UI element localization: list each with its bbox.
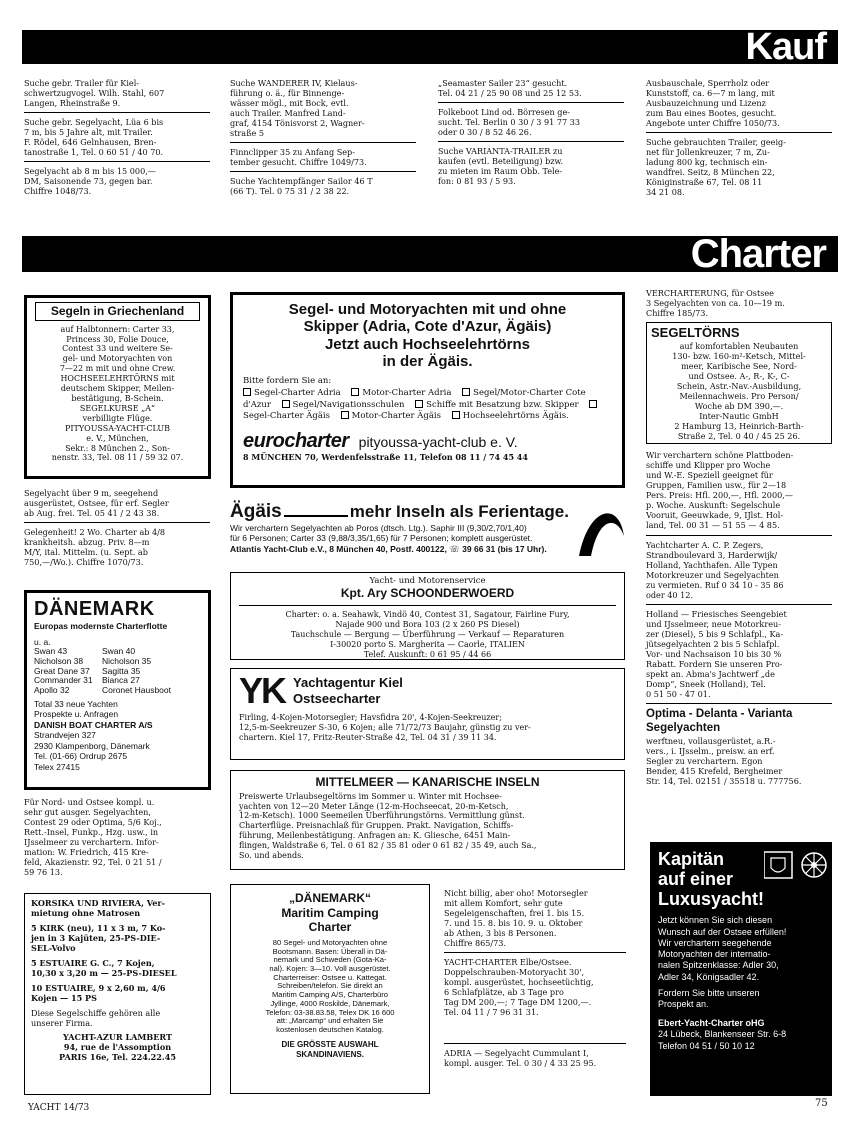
yk-ad [230, 668, 625, 760]
ad-title: Luxusyacht! [658, 888, 765, 909]
korsika-ad [24, 893, 211, 1095]
boat-name: Commander 31 [34, 675, 93, 686]
boat-list [34, 647, 201, 696]
ad-headline: Segel- und Motoryachten mit und ohne Skipper (Adria, Cote d'Azur, Ägäis) Jetzt auch Hochseelehrtörns in der Ägäis. [288, 301, 567, 370]
ad-title: auf einer [658, 868, 734, 889]
kauf-ad: Suche WANDERER IV, Kielaus- führung o. ä., für Binnenge- wässer mögl., mit Bock, evtl. auch Trailer. Manfred Land- graf, 4154 Tönisvorst 2, Wagner- straße 5 [230, 78, 365, 139]
kauf-ad: Suche VARIANTA-TRAILER zu kaufen (evtl. Beteiligung) bzw. zu mieten im Raum Obb. Tele- fon: 0 81 93 / 5 93. [438, 146, 564, 187]
ad-title: Maritim Camping [281, 905, 379, 920]
ad-subtitle: Europas modernste Charterflotte [34, 621, 168, 632]
ad-signature: YACHT-AZUR LAMBERT 94, rue de l'Assomption PARIS 16e, Tel. 224.22.45 [58, 1032, 176, 1063]
ad-title: „DÄNEMARK“ [289, 891, 371, 905]
ad-body: 80 Segel- und Motoryachten ohne Bootsmann. Basen: Überall in Dä- nemark und Schweden (Gota-Ka- nal). Kojen: 3—10. Voll ausgerüstet. Charterreiser: Ostsee u. Kattegat. Schreiben/telefon. Sie direkt an Maritim Camping A/S, Charterbüro Jyllinge, 4000 Roskilde, Dänemark, Telefon: 03-38.83.58, Telex DK 16 600 att: „Marcamp“ und erhalten Sie kostenlosen deutschen Katalog. [265, 937, 395, 1035]
boat-name: Nicholson 35 [102, 655, 152, 666]
boat-name: Swan 43 [34, 646, 68, 657]
kauf-heading: Kauf [745, 26, 826, 68]
charter-ad: YACHT-CHARTER Elbe/Ostsee. Doppelschrauben-Motoryacht 30', kompl. ausgerüstet, hochseetüchtig, 6 Schlafplätze, ab 3 Tage pro Tag DM 200,—; 7 Tage DM 1200,—. Tel. 04 11 / 7 96 31 31. [444, 957, 594, 1018]
checkbox-icon[interactable] [243, 388, 251, 396]
boat-row [34, 686, 201, 696]
address: 8 MÜNCHEN 70, Werdenfelsstraße 11, Telefon 08 11 / 74 45 44 [243, 452, 528, 463]
charter-ad: VERCHARTERUNG, für Ostsee 3 Segelyachten von ca. 10—19 m. Chiffre 185/73. [646, 288, 785, 319]
checkbox-label: Segel-Charter Adria [254, 388, 341, 399]
checkbox-option[interactable] [243, 388, 341, 398]
charter-ad: ADRIA — Segelyacht Cummulant I, kompl. ausger. Tel. 0 30 / 4 33 25 95. [444, 1048, 597, 1069]
ad-text: Diese Segelschiffe gehören alle unserer Firma. [31, 1008, 161, 1029]
segeln-griechenland-ad [24, 295, 211, 479]
kauf-ad: Suche gebr. Segelyacht, Lüa 6 bis 7 m, bis 5 Jahre alt, mit Trailer. F. Rödel, 646 Gelnhausen, Bren- tanostraße 1, Tel. 0 60 51 / 40 70. [24, 117, 164, 158]
checkbox-label: Motor-Charter Ägäis [351, 411, 442, 422]
checkbox-label: Segel/Motor-Charter Cote d'Azur [243, 388, 586, 410]
boat-name: Apollo 32 [34, 685, 70, 696]
divider [444, 1043, 626, 1044]
checkbox-icon[interactable] [351, 388, 359, 396]
ad-item: 5 ESTUAIRE G. C., 7 Kojen, 10,30 x 3,20 m — 25-PS-DIESEL [31, 958, 177, 979]
wave-logo-icon [569, 496, 625, 566]
ad-footer: DIE GRÖSSTE AUSWAHL SKANDINAVIENS. [281, 1039, 379, 1059]
charter-ad: Nicht billig, aber oho! Motorsegler mit allem Komfort, sehr gute Segeleigenschaften, frei 1. bis 15. 7. und 15. 8. bis 10. 9. u. Oktober ab Athen, 3 bis 8 Personen. Chiffre 865/73. [444, 888, 588, 949]
ad-title: SEGELTÖRNS [651, 325, 740, 341]
ad-title: Segeln in Griechenland [35, 302, 200, 321]
boat-name: Coronet Hausboot [102, 685, 171, 696]
charter-ad: Yachtcharter A. C. P. Zegers, Strandboulevard 3, Harderwijk/ Holland, Yachthafen. Alle Typen Motorkreuzer und Segelyachten zu vermieten. Ruf 0 34 10 - 35 86 oder 40 12. [646, 539, 784, 600]
checkbox-option[interactable] [351, 388, 451, 398]
ad-item: 10 ESTUAIRE, 9 x 2,60 m, 4/6 Kojen — 15 PS [31, 983, 166, 1004]
aegais-ad [230, 500, 625, 562]
charter-heading: Charter [690, 232, 826, 276]
kauf-column-3 [438, 78, 624, 186]
divider [284, 515, 348, 517]
divider [438, 141, 624, 142]
kauf-ad: Segelyacht ab 8 m bis 15 000,— DM, Saisonende 73, gegen bar. Chiffre 1048/73. [24, 166, 156, 197]
divider [24, 161, 210, 162]
ad-body: auf Halbtonnern: Carter 33, Princess 30, Folie Douce, Contest 33 und weitere Se- gel- und Motoryachten von 7—22 m mit und ohne Crew. HOCHSEELEHRTÖRNS mit deutschem Skipper, Meilen- bestätigung, B-Schein. SEGELKURSE „A“ verbilligte Flüge. PITYOUSSA-YACHT-CLUB e. V., München, Sekr.: 8 München 2., Son- nenstr. 33, Tel. 08 11 / 59 32 07. [51, 324, 184, 463]
club-name: pityoussa-yacht-club e. V. [358, 433, 518, 450]
ad-text: Bitte fordern Sie an: [243, 376, 332, 386]
ad-item: 5 KIRK (neu), 11 x 3 m, 7 Ko- jen in 3 Kajüten, 25-PS-DIE- SEL-Volvo [31, 923, 166, 954]
checkbox-icon[interactable] [341, 411, 349, 419]
checkbox-option[interactable] [282, 400, 405, 410]
divider [646, 703, 832, 704]
ad-footer: Atlantis Yacht-Club e.V., 8 München 40, Postf. 400122, ☏ 39 66 31 (bis 17 Uhr). [230, 543, 547, 554]
ad-text: u. a. [34, 636, 51, 647]
kauf-ad: Suche Yachtempfänger Sailor 46 T (66 T). Tel. 0 75 31 / 2 38 22. [230, 176, 373, 197]
kauf-column-4 [646, 78, 832, 197]
divider [444, 952, 626, 953]
segeltoerns-ad [646, 322, 832, 444]
right-column [646, 288, 832, 786]
boat-name: Nicholson 38 [34, 655, 84, 666]
boat-name: Sagitta 35 [102, 665, 141, 676]
checkbox-option[interactable] [341, 411, 441, 421]
checkbox-label: Schiffe mit Besatzung bzw. Skipper [426, 399, 579, 410]
ad-title: Charter [308, 920, 352, 935]
charter-ad: Holland — Friesisches Seengebiet und IJsselmeer, neue Motorkreu- zer (Diesel), 5 bis 9 Schlafpl., Ka- jütsegelyachten 2 bis 5 Schlafpl. Vor- und Nachsaison 10 bis 30 % Rabatt. Fordern Sie unseren Pro- spekt an. Abma's Jachtwerf „de Domp“, Sneek (Holland), Tel. 0 51 50 - 47 01. [646, 608, 787, 699]
mittelmeer-ad [230, 770, 625, 870]
ad-title: Yachtagentur Kiel [293, 675, 403, 691]
kauf-ad: Folkeboot Lind od. Börresen ge- sucht. Tel. Berlin 0 30 / 3 91 77 33 oder 0 30 / 8 52 46 26. [438, 107, 581, 138]
ad-title: MITTELMEER — KANARISCHE INSELN [315, 775, 540, 789]
ad-title: Kapitän [658, 849, 725, 869]
company-name: Ebert-Yacht-Charter oHG [658, 1018, 765, 1029]
kauf-ad: Suche gebrauchten Trailer, geeig- net für Jollenkreuzer, 7 m, Zu- ladung 800 kg, technisch ein- wandfrei. Seitz, 8 München 22, Königinstraße 67, Tel. 08 11 34 21 08. [646, 137, 786, 198]
divider [230, 171, 416, 172]
checkbox-icon[interactable] [415, 400, 423, 408]
ad-title: mehr Inseln als Ferientage. [349, 502, 569, 521]
divider [646, 132, 832, 133]
ad-title: Optima - Delanta - Varianta Segelyachten [646, 707, 793, 734]
charter-section-bar [22, 232, 838, 276]
checkbox-icon[interactable] [462, 388, 470, 396]
ad-text: Prospekte u. Anfragen [34, 709, 119, 720]
address: Strandvejen 327 2930 Klampenborg, Dänemark Tel. (01-66) Ordrup 2675 Telex 27415 [34, 730, 150, 772]
ad-text: Total 33 neue Yachten [34, 698, 118, 709]
divider [646, 535, 832, 536]
ad-subtitle: Ostseecharter [293, 691, 381, 706]
nord-ostsee-ad [24, 797, 210, 877]
ebert-yacht-ad [650, 842, 832, 1096]
ad-body: Charter: o. a. Seahawk, Vindö 40, Contest 31, Sagatour, Fairline Fury, Najade 900 und Bora 103 (2 x 260 PS Diesel) Tauchschule — Bergung — Überführung — Verkauf — Reparaturen I-30020 porto S. Margherita — Caorle, ITALIEN Telef. Auskunft: 0 61 95 / 44 66 [285, 609, 570, 659]
checkbox-icon[interactable] [282, 400, 290, 408]
checkbox-label: Motor-Charter Adria [362, 388, 452, 399]
checkbox-icon[interactable] [589, 400, 597, 408]
crest-icon [764, 850, 832, 880]
kauf-column-1 [24, 78, 210, 196]
checkbox-option[interactable] [452, 411, 569, 421]
ad-body: Preiswerte Urlaubsegeltörns im Sommer u. Winter mit Hochsee- yachten von 12—20 Meter Länge (12-m-Hochseecat, 20-m-Ketsch, 12-m-Ketsch). 1000 Seemeilen Überführungstörns. Vermittlung günst. Charterflüge. Preisnachlaß für Gruppen. Prakt. Navigation, Schiffs- führung, Meilenbestätigung. Anfragen an: K. Gliesche, 6451 Main- flingen, Waldstraße 6, Tel. 0 61 82 / 35 81 oder 0 61 82 / 35 49, auch Sa., So. und abends. [239, 791, 537, 861]
eurocharter-ad [230, 292, 625, 488]
ad-title: KORSIKA UND RIVIERA, Ver- mietung ohne Matrosen [31, 898, 166, 919]
divider [24, 522, 210, 523]
checkbox-option[interactable] [415, 400, 578, 410]
divider [646, 604, 832, 605]
maritim-camping-ad [230, 884, 430, 1094]
boat-name: Great Dane 37 [34, 665, 90, 676]
charter-ad: Segelyacht über 9 m, seegehend ausgerüstet, Ostsee, für erf. Segler ab Aug. frei. Tel. 05 41 / 2 43 38. [24, 488, 169, 519]
kauf-ad: Finnclipper 35 zu Anfang Sep- tember gesucht. Chiffre 1049/73. [230, 147, 367, 168]
schoonderwoerd-ad [230, 572, 625, 660]
charter-ad: Wir verchartern schöne Plattboden- schiffe und Klipper pro Woche und W.-E. Speziell geeignet für Gruppen, Familien usw., für 2—18 Pers. Preis: Hfl. 200,—, Hfl. 2000,— p. Woche. Auskunft: Segelschule Vooruit, Geeuwkade, 9, IJlst. Hol- land, Tel. 00 31 — 51 55 — 4 85. [646, 450, 794, 531]
divider [230, 142, 416, 143]
charter-ad: werftneu, vollausgerüstet, a.R.- vers., i. IJsselm., preisw. an erf. Segler zu verchartern. Egon Bender, 415 Krefeld, Bergheimer Str. 14, Tel. 02151 / 35518 u. 777756. [646, 735, 802, 786]
kauf-ad: „Seamaster Sailer 23“ gesucht. Tel. 04 21 / 25 90 08 und 25 12 53. [438, 78, 582, 99]
ad-title: DÄNEMARK [34, 598, 155, 620]
ad-title: Ägäis [230, 501, 282, 522]
ad-text: Fordern Sie bitte unseren Prospekt an. [658, 987, 760, 1010]
checkbox-icon[interactable] [452, 411, 460, 419]
ad-body: Jetzt können Sie sich diesen Wunsch auf der Ostsee erfüllen! Wir verchartern seegehende Motoryachten der internatio- nalen Spitzenklasse: Adler 30, Adler 34, Königsadler 42. [658, 915, 787, 982]
divider [24, 112, 210, 113]
footer-issue: YACHT 14/73 [28, 1103, 90, 1113]
ad-title: Kpt. Ary SCHOONDERWOERD [340, 586, 515, 601]
address: 24 Lübeck, Blankenseer Str. 6-8 Telefon 04 51 / 50 10 12 [658, 1029, 787, 1051]
boat-name: Bianca 27 [102, 675, 140, 686]
divider [438, 102, 624, 103]
kauf-column-2 [230, 78, 416, 196]
mid-small-ads [444, 888, 626, 1068]
ad-body: Firling, 4-Kojen-Motorsegler; Havsfidra 20', 4-Kojen-Seekreuzer; 12,5-m-Seekreuzer S-30, 6 Kojen; alle 71/72/73 Baujahr, günstig zu ver- chartern. Kiel 17, Fritz-Reuter-Straße 42, Tel. 04 31 / 39 11 34. [239, 713, 531, 742]
kauf-ad: Suche gebr. Trailer für Kiel- schwertzugvogel. Wilh. Stahl, 607 Langen, Rheinstraße 9. [24, 78, 165, 109]
checkbox-label: Segel/Navigationsschulen [292, 399, 405, 410]
ad-body: auf komfortablen Neubauten 130- bzw. 160-m²-Ketsch, Mittel- meer, Karibische See, Nord- und Ostsee. A-, R-, K-, C- Schein, Astr.-Nav.-Ausbildung, Meilennachweis. Pro Person/ Woche ab DM 390,—. Inter-Nautic GmbH 2 Hamburg 13, Heinrich-Barth- Straße 2, Tel. 0 40 / 45 25 26. [672, 340, 806, 442]
kauf-ad: Ausbauschale, Sperrholz oder Kunststoff, ca. 6—7 m lang, mit Ausbauzeichnung und Lizenz zum Bau eines Bootes, gesucht. Angebote unter Chiffre 1050/73. [646, 78, 780, 129]
daenemark-ad [24, 590, 211, 790]
ad-text: Yacht- und Motorenservice [369, 576, 486, 586]
checkbox-label: Segel-Charter Ägäis [243, 411, 330, 422]
yk-logo: YK [239, 670, 286, 711]
charter-ad: Für Nord- und Ostsee kompl. u. sehr gut ausger. Segelyachten, Contest 29 oder Optima, 5/6 Koj., Rett.-Insel, Funkp., Hzg. usw., in IJsselmeer zu verchartern. Infor- mation: W. Friedrich, 415 Kre- feld, Akazienstr. 92, Tel. 0 21 51 / 59 76 13. [24, 797, 162, 878]
kauf-section-bar [22, 26, 838, 68]
eurocharter-logo: eurocharter [243, 429, 349, 452]
checkbox-label: Hochseelehrtörns Ägäis. [462, 411, 569, 422]
company-name: DANISH BOAT CHARTER A/S [34, 719, 153, 730]
page-number: 75 [815, 1098, 828, 1109]
ad-body: Wir verchartern Segelyachten ab Poros (dtsch. Ltg.). Saphir III (9,30/2,70/1,40) für 6 Personen; Carter 33 (9,88/3,35/1,65) für 7 Personen; komplett ausgerüstet. [230, 523, 533, 544]
checkbox-options [243, 388, 612, 422]
boat-name: Swan 40 [102, 646, 136, 657]
left-small-ads [24, 488, 210, 567]
divider [239, 605, 616, 606]
charter-ad: Gelegenheit! 2 Wo. Charter ab 4/8 krankheitsh. abzug. Priv. 8—m M/Y, ital. Mittelm. (u. Sept. ab 750,—/Wo.). Chiffre 1070/73. [24, 527, 166, 568]
